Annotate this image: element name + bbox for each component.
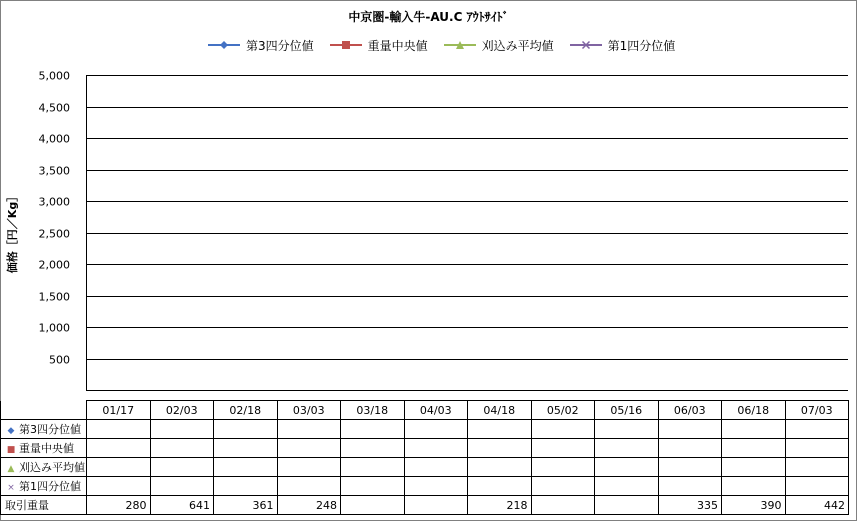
table-cell: [531, 458, 595, 477]
table-cell: [722, 477, 786, 496]
x-tick-label: 04/03: [404, 401, 468, 420]
y-tick-label: 500: [49, 353, 70, 367]
table-cell: 390: [722, 496, 786, 515]
table-cell: [722, 458, 786, 477]
table-cell: [531, 477, 595, 496]
table-cell: [595, 477, 659, 496]
table-cell: [214, 477, 278, 496]
table-cell: 442: [785, 496, 849, 515]
table-row-header: [1, 477, 87, 496]
table-cell: [722, 420, 786, 439]
table-cell: [404, 420, 468, 439]
x-tick-label: 01/17: [87, 401, 151, 420]
y-tick-label: 4,000: [38, 132, 70, 146]
table-cell: [658, 439, 722, 458]
table-cell: [658, 477, 722, 496]
table-cell: [531, 496, 595, 515]
table-cell: 361: [214, 496, 278, 515]
table-cell: [468, 477, 532, 496]
y-axis-label: 価格［円／Kg］: [6, 190, 19, 274]
table-cell: [404, 477, 468, 496]
x-tick-label: 04/18: [468, 401, 532, 420]
x-tick-label: 06/18: [722, 401, 786, 420]
table-cell: [214, 439, 278, 458]
table-corner-cell: [1, 401, 87, 420]
x-marker-icon: ×: [7, 483, 15, 493]
table-cell: [341, 439, 405, 458]
table-row-header: [1, 420, 87, 439]
table-cell: [785, 439, 849, 458]
table-cell: [468, 439, 532, 458]
table-cell: [595, 496, 659, 515]
y-tick-label: 3,500: [38, 164, 70, 178]
square-marker-icon: ■: [6, 445, 16, 455]
y-tick-label: 2,000: [38, 258, 70, 272]
table-cell: [404, 496, 468, 515]
table-row-label: 刈込み平均値: [19, 461, 85, 474]
table-cell: [150, 420, 214, 439]
table-cell: [595, 458, 659, 477]
table-row: [1, 477, 849, 496]
x-tick-label: 05/16: [595, 401, 659, 420]
table-cell: [785, 420, 849, 439]
table-cell: [214, 420, 278, 439]
table-cell: [214, 458, 278, 477]
table-cell: 280: [87, 496, 151, 515]
triangle-marker-icon: ▲: [7, 464, 15, 474]
y-tick-label: 3,000: [38, 195, 70, 209]
chart-title: 中京圏-輸入牛-AU.C ｱｳﾄｻｲﾄﾞ: [348, 10, 509, 24]
x-tick-label: 05/02: [531, 401, 595, 420]
x-tick-label: 03/18: [341, 401, 405, 420]
y-tick-label: 4,500: [38, 101, 70, 115]
table-cell: [531, 439, 595, 458]
table-cell: [531, 420, 595, 439]
y-tick-label: 2,500: [38, 227, 70, 241]
table-cell: [468, 458, 532, 477]
table-row: [1, 439, 849, 458]
legend-label: 第3四分位値: [246, 38, 314, 53]
y-tick-label: 1,500: [38, 290, 70, 304]
table-cell: [658, 420, 722, 439]
y-tick-label: 1,000: [38, 321, 70, 335]
table-cell: [468, 420, 532, 439]
table-cell: [341, 496, 405, 515]
table-row-label: 第3四分位値: [19, 423, 81, 436]
table-row-header: [1, 439, 87, 458]
table-cell: [87, 458, 151, 477]
table-cell: [87, 420, 151, 439]
legend-label: 刈込み平均値: [481, 38, 554, 53]
table-cell: [658, 458, 722, 477]
table-cell: 218: [468, 496, 532, 515]
table-cell: [87, 477, 151, 496]
table-cell: [341, 420, 405, 439]
x-tick-label: 02/03: [150, 401, 214, 420]
diamond-marker-icon: ◆: [7, 426, 15, 436]
table-cell: 641: [150, 496, 214, 515]
table-cell: [150, 458, 214, 477]
table-row: [1, 420, 849, 439]
table-cell: [722, 439, 786, 458]
table-cell: [404, 439, 468, 458]
legend-label: 第1四分位値: [607, 38, 676, 53]
table-cell: [150, 477, 214, 496]
table-cell: [341, 458, 405, 477]
table-cell: [277, 439, 341, 458]
table-cell: [595, 439, 659, 458]
table-cell: [87, 439, 151, 458]
x-tick-label: 07/03: [785, 401, 849, 420]
table-cell: 335: [658, 496, 722, 515]
table-cell: [404, 458, 468, 477]
table-cell: [595, 420, 659, 439]
table-row: [1, 458, 849, 477]
legend-label: 重量中央値: [367, 38, 428, 53]
x-tick-label: 03/03: [277, 401, 341, 420]
table-cell: [277, 458, 341, 477]
x-tick-label: 06/03: [658, 401, 722, 420]
y-tick-label: 5,000: [38, 69, 70, 83]
table-row-header: 取引重量: [1, 496, 87, 515]
table-row-header: [1, 458, 87, 477]
table-cell: [150, 439, 214, 458]
x-tick-label: 02/18: [214, 401, 278, 420]
data-table: [0, 400, 849, 515]
table-row-label: 第1四分位値: [19, 480, 81, 493]
table-row-volume: [1, 496, 849, 515]
table-cell: [785, 458, 849, 477]
table-cell: [341, 477, 405, 496]
table-cell: 248: [277, 496, 341, 515]
table-cell: [277, 477, 341, 496]
table-cell: [785, 477, 849, 496]
table-header-row: [1, 401, 849, 420]
table-cell: [277, 420, 341, 439]
table-row-label: 重量中央値: [19, 442, 74, 455]
